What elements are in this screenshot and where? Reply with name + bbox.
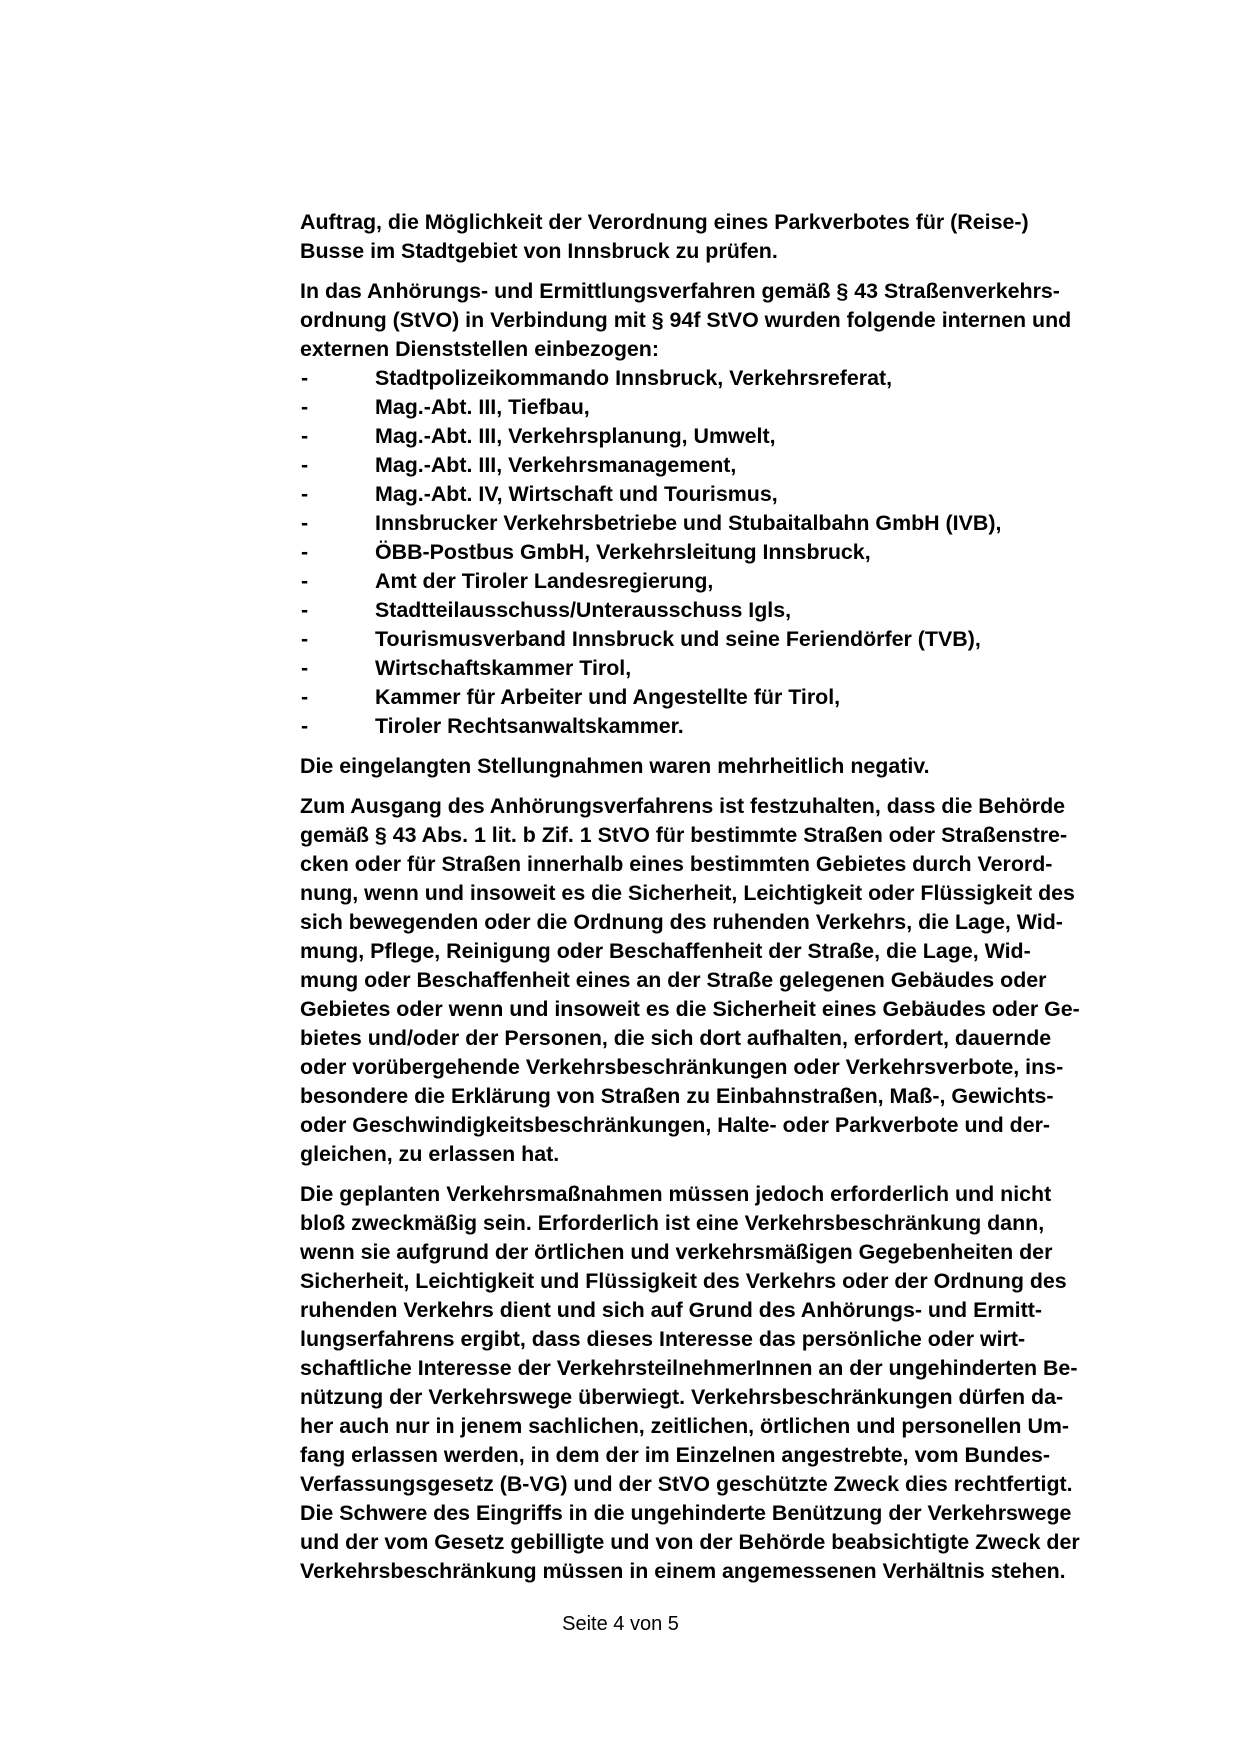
list-dash: - [301,395,309,419]
list-item [300,393,1150,422]
list-dash: - [301,598,309,622]
list-item [300,480,1150,509]
text-line: In das Anhörungs- und Ermittlungsverfahren gemäß § 43 Straßenverkehrs- [300,279,1060,303]
text-line: schaftliche Interesse der VerkehrsteilnehmerInnen an der ungehinderten Be- [300,1356,1078,1380]
list-item-text: ÖBB-Postbus GmbH, Verkehrsleitung Innsbruck, [375,540,871,564]
text-line: fang erlassen werden, in dem der im Einzelnen angestrebte, vom Bundes- [300,1443,1051,1467]
list-item [300,712,1150,741]
list-item [300,654,1150,683]
list-item [300,596,1150,625]
list-dash: - [301,685,309,709]
list-dash: - [301,714,309,738]
list-item [300,567,1150,596]
paragraph-statements [300,752,1150,781]
text-line: externen Dienststellen einbezogen: [300,337,659,361]
text-line: bloß zweckmäßig sein. Erforderlich ist eine Verkehrsbeschränkung dann, [300,1211,1045,1235]
text-line: nung, wenn und insoweit es die Sicherheit, Leichtigkeit oder Flüssigkeit des [300,881,1075,905]
list-item-text: Mag.-Abt. III, Verkehrsplanung, Umwelt, [375,424,776,448]
paragraph-necessity [300,1180,1150,1586]
paragraph-legal-basis [300,792,1150,1169]
list-item-text: Innsbrucker Verkehrsbetriebe und Stubaitalbahn GmbH (IVB), [375,511,1002,535]
list-item-text: Tourismusverband Innsbruck und seine Feriendörfer (TVB), [375,627,981,651]
text-line: mung oder Beschaffenheit eines an der Straße gelegenen Gebäudes oder [300,968,1047,992]
text-line: Sicherheit, Leichtigkeit und Flüssigkeit des Verkehrs oder der Ordnung des [300,1269,1067,1293]
text-line: Busse im Stadtgebiet von Innsbruck zu prüfen. [300,239,778,263]
list-dash: - [301,656,309,680]
page-body [300,208,1150,1597]
list-item-text: Amt der Tiroler Landesregierung, [375,569,714,593]
list-item [300,538,1150,567]
text-line: Verkehrsbeschränkung müssen in einem angemessenen Verhältnis stehen. [300,1559,1066,1583]
text-line: lungserfahrens ergibt, dass dieses Interesse das persönliche oder wirt- [300,1327,1026,1351]
list-dash: - [301,424,309,448]
departments-list [300,364,1150,741]
text-line: oder vorübergehende Verkehrsbeschränkungen oder Verkehrsverbote, ins- [300,1055,1064,1079]
list-dash: - [301,482,309,506]
text-line: ordnung (StVO) in Verbindung mit § 94f StVO wurden folgende internen und [300,308,1072,332]
paragraph-intro [300,208,1150,266]
list-item-text: Mag.-Abt. IV, Wirtschaft und Tourismus, [375,482,778,506]
list-dash: - [301,453,309,477]
text-line: Auftrag, die Möglichkeit der Verordnung eines Parkverbotes für (Reise-) [300,210,1029,234]
text-line: Die eingelangten Stellungnahmen waren mehrheitlich negativ. [300,754,930,778]
text-line: gemäß § 43 Abs. 1 lit. b Zif. 1 StVO für bestimmte Straßen oder Straßenstre- [300,823,1068,847]
text-line: bietes und/oder der Personen, die sich dort aufhalten, erfordert, dauernde [300,1026,1052,1050]
text-line: gleichen, zu erlassen hat. [300,1142,560,1166]
list-item-text: Tiroler Rechtsanwaltskammer. [375,714,684,738]
text-line: Die Schwere des Eingriffs in die ungehinderte Benützung der Verkehrswege [300,1501,1072,1525]
paragraph-hearing [300,277,1150,364]
text-line: sich bewegenden oder die Ordnung des ruhenden Verkehrs, die Lage, Wid- [300,910,1063,934]
text-line: her auch nur in jenem sachlichen, zeitlichen, örtlichen und personellen Um- [300,1414,1070,1438]
list-dash: - [301,627,309,651]
list-dash: - [301,569,309,593]
list-item [300,364,1150,393]
list-item [300,625,1150,654]
text-line: ruhenden Verkehrs dient und sich auf Grund des Anhörungs- und Ermitt- [300,1298,1042,1322]
list-item [300,683,1150,712]
text-line: Die geplanten Verkehrsmaßnahmen müssen jedoch erforderlich und nicht [300,1182,1052,1206]
text-line: wenn sie aufgrund der örtlichen und verkehrsmäßigen Gegebenheiten der [300,1240,1053,1264]
page-number-footer: Seite 4 von 5 [562,1613,679,1635]
list-item-text: Stadtpolizeikommando Innsbruck, Verkehrsreferat, [375,366,893,390]
list-dash: - [301,366,309,390]
list-item-text: Mag.-Abt. III, Verkehrsmanagement, [375,453,737,477]
text-line: mung, Pflege, Reinigung oder Beschaffenheit der Straße, die Lage, Wid- [300,939,1031,963]
list-item-text: Stadtteilausschuss/Unterausschuss Igls, [375,598,792,622]
list-item [300,422,1150,451]
text-line: cken oder für Straßen innerhalb eines bestimmten Gebietes durch Verord- [300,852,1053,876]
text-line: Zum Ausgang des Anhörungsverfahrens ist festzuhalten, dass die Behörde [300,794,1066,818]
list-item [300,451,1150,480]
list-item [300,509,1150,538]
text-line: oder Geschwindigkeitsbeschränkungen, Halte- oder Parkverbote und der- [300,1113,1051,1137]
text-line: nützung der Verkehrswege überwiegt. Verkehrsbeschränkungen dürfen da- [300,1385,1064,1409]
text-line: Verfassungsgesetz (B-VG) und der StVO geschützte Zweck dies rechtfertigt. [300,1472,1073,1496]
text-line: und der vom Gesetz gebilligte und von der Behörde beabsichtigte Zweck der [300,1530,1080,1554]
list-dash: - [301,540,309,564]
list-item-text: Kammer für Arbeiter und Angestellte für Tirol, [375,685,841,709]
text-line: Gebietes oder wenn und insoweit es die Sicherheit eines Gebäudes oder Ge- [300,997,1080,1021]
list-item-text: Mag.-Abt. III, Tiefbau, [375,395,590,419]
text-line: besondere die Erklärung von Straßen zu Einbahnstraßen, Maß-, Gewichts- [300,1084,1054,1108]
list-dash: - [301,511,309,535]
list-item-text: Wirtschaftskammer Tirol, [375,656,632,680]
